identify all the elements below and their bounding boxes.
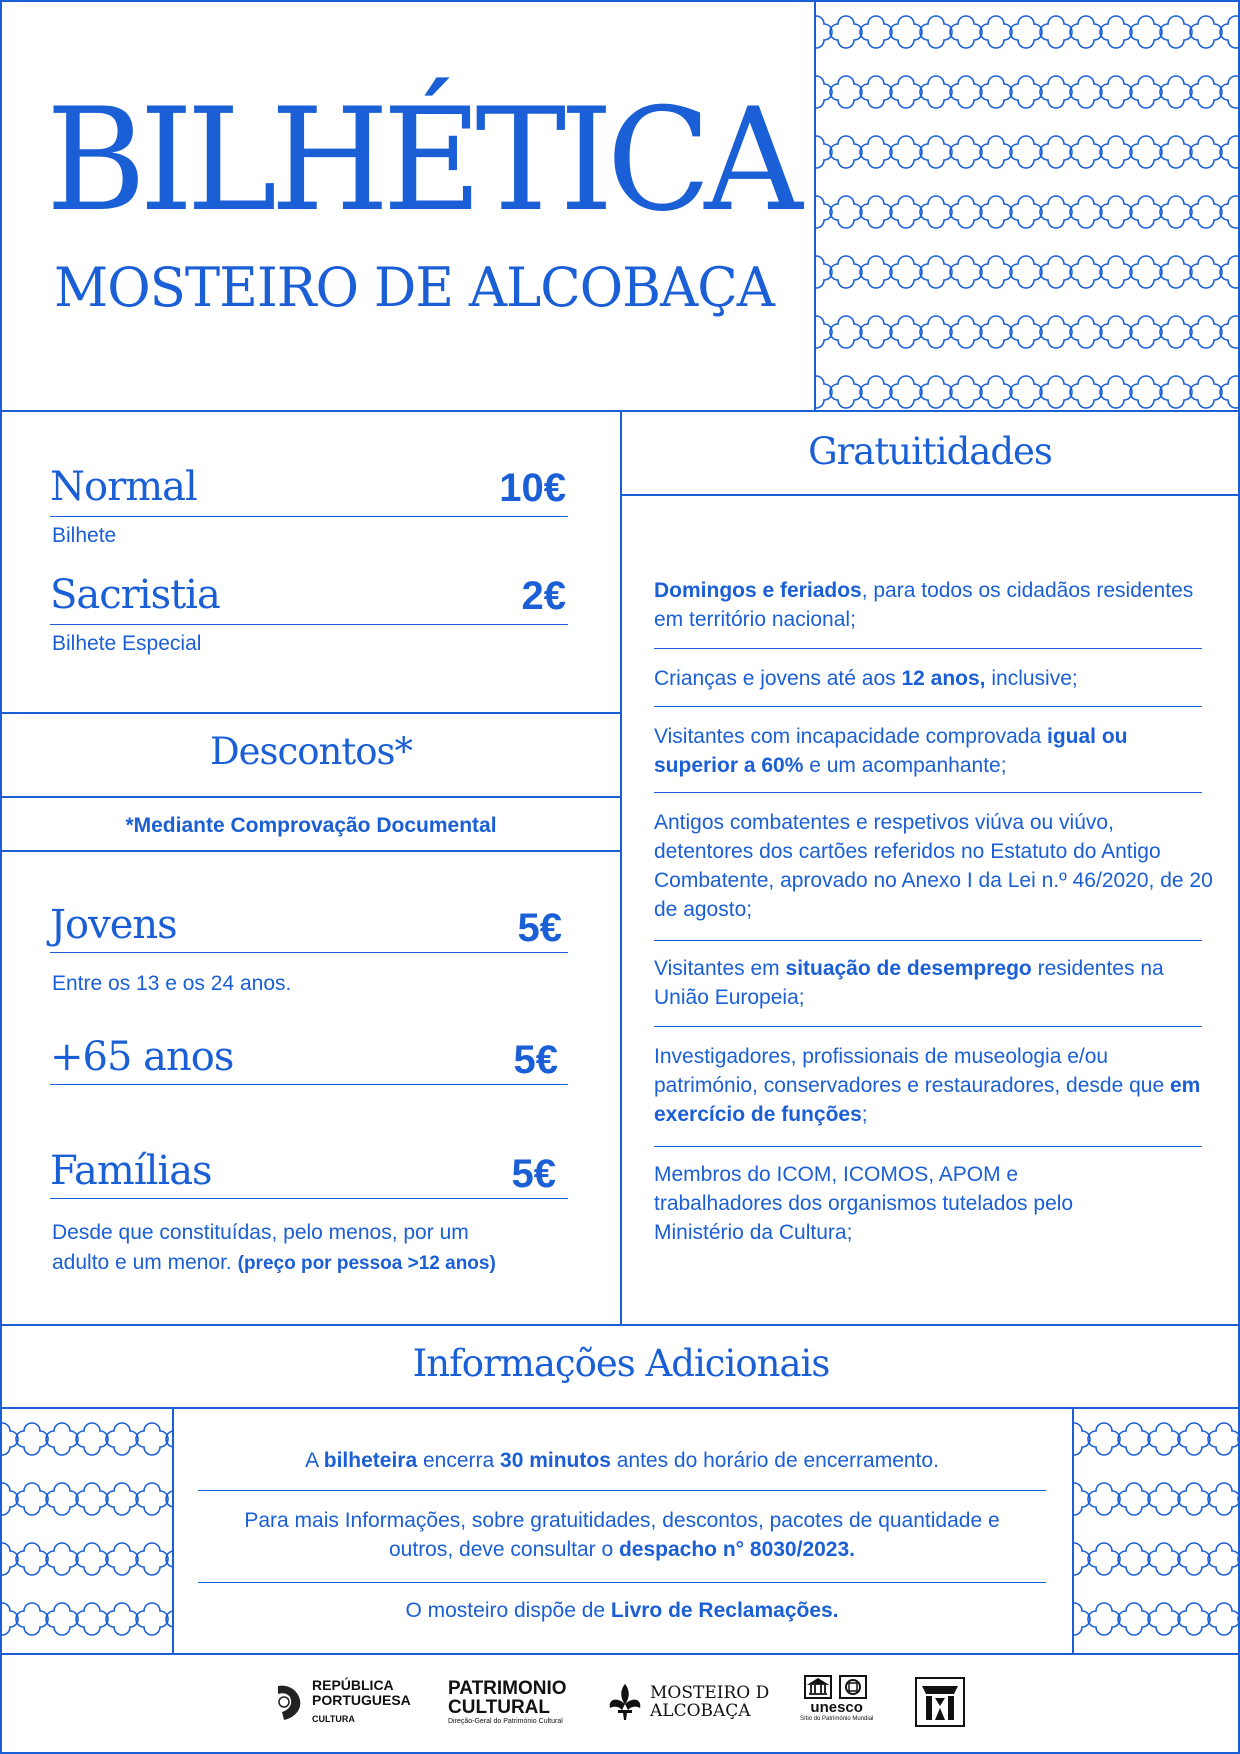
- logo-text: PATRIMONIO: [448, 1677, 567, 1699]
- logo-text: MOSTEIRO D: [650, 1683, 770, 1703]
- logo-text: ALCOBAÇA: [650, 1701, 751, 1721]
- logo-mosteiro-alcobaca: [606, 1674, 769, 1730]
- quatrefoil-pattern-right: [1074, 1409, 1240, 1653]
- discount-desc-note: (preço por pessoa >12 anos): [237, 1253, 496, 1274]
- info-text: antes do horário de encerramento.: [610, 1449, 939, 1472]
- logo-text: REPÚBLICA: [312, 1676, 394, 1693]
- logo-text: Sítio do Património Mundial: [800, 1716, 874, 1722]
- price-desc: Bilhete: [52, 524, 117, 547]
- info-text: encerra: [417, 1449, 501, 1472]
- fleur-de-lis-icon: [606, 1682, 644, 1722]
- info-bold: 30 minutos: [500, 1449, 611, 1472]
- info-text: O mosteiro dispõe de: [405, 1599, 611, 1622]
- gratuity-bold: igual ou superior a 60%: [654, 725, 1128, 777]
- gratuity-bold: Domingos e feriados: [654, 579, 862, 602]
- discount-value: 5€: [513, 1038, 558, 1082]
- price-value: 10€: [499, 466, 566, 510]
- discount-desc-line1: Desde que constituídas, pelo menos, por um: [52, 1221, 469, 1244]
- gratuity-bold: em exercício de funções: [654, 1074, 1201, 1126]
- gratuity-bold: 12 anos,: [901, 667, 986, 690]
- gratuity-item: [654, 954, 1214, 1012]
- logo-text: CULTURA: [312, 1713, 355, 1724]
- logo-monument: [914, 1674, 966, 1730]
- info-line-2: [242, 1506, 1002, 1564]
- logo-unesco: [800, 1674, 873, 1730]
- discount-desc: Entre os 13 e os 24 anos.: [52, 972, 292, 995]
- monument-emblem-icon: [914, 1676, 966, 1728]
- gratuity-item: Antigos combatentes e respetivos viúva ou viúvo, detentores dos cartões referidos no Estatuto do Antigo Combatente, aprovado no Anexo I da Lei n.º 46/2020, de 20 de agosto;: [654, 811, 1213, 921]
- gratuities-title: Gratuitidades: [808, 430, 1052, 473]
- gratuity-text: Crianças e jovens até aos: [654, 667, 902, 690]
- discount-name: Jovens: [50, 902, 177, 948]
- gratuity-item: [654, 576, 1214, 634]
- logo-text: PORTUGUESA: [312, 1691, 411, 1708]
- gratuity-text: , para todos os cidadãos residentes em território nacional;: [654, 579, 1194, 631]
- info-line-3: [212, 1596, 1032, 1625]
- page-title: BILHÉTICA: [46, 78, 796, 243]
- gratuity-text: e um acompanhante;: [803, 754, 1007, 777]
- page-subtitle: MOSTEIRO DE ALCOBAÇA: [54, 256, 775, 319]
- republica-emblem-icon: [272, 1682, 306, 1722]
- discount-value: 5€: [517, 906, 562, 950]
- price-value: 2€: [521, 574, 566, 618]
- logo-republica-portuguesa: [272, 1674, 411, 1730]
- price-desc: Bilhete Especial: [52, 632, 202, 655]
- price-name: Sacristia: [50, 572, 220, 618]
- info-text: A: [305, 1449, 324, 1472]
- gratuity-text: inclusive;: [985, 667, 1078, 690]
- discount-name: +65 anos: [50, 1034, 234, 1080]
- discount-desc-line2: adulto e um menor.: [52, 1251, 232, 1274]
- discounts-note: *Mediante Comprovação Documental: [125, 814, 497, 837]
- info-text: Para mais Informações, sobre gratuitidades, descontos, pacotes de quantidade e outros, deve consultar o: [244, 1509, 1000, 1561]
- info-bold: despacho n° 8030/2023.: [618, 1538, 855, 1561]
- gratuity-item: [654, 664, 1214, 693]
- unesco-temple-icon: [804, 1674, 870, 1700]
- gratuity-text: Visitantes com incapacidade comprovada: [654, 725, 1048, 748]
- info-line-1: [212, 1446, 1032, 1475]
- gratuity-bold: situação de desemprego: [785, 957, 1032, 980]
- discount-name: Famílias: [50, 1148, 212, 1194]
- logo-text: CULTURAL: [448, 1696, 551, 1718]
- info-bold: bilheteira: [323, 1449, 418, 1472]
- gratuity-item: [654, 1042, 1214, 1129]
- gratuity-item: [654, 722, 1214, 780]
- price-name: Normal: [50, 464, 197, 510]
- quatrefoil-pattern-left: [2, 1409, 172, 1653]
- discount-desc: [52, 1218, 612, 1279]
- discounts-title: Descontos*: [209, 730, 412, 773]
- logo-patrimonio-cultural: [448, 1674, 567, 1730]
- discount-value: 5€: [511, 1152, 556, 1196]
- quatrefoil-pattern-top-right: [816, 2, 1240, 410]
- info-title: Informações Adicionais: [412, 1342, 830, 1385]
- logo-text: Direção-Geral do Património Cultural: [448, 1717, 563, 1725]
- logo-text: unesco: [810, 1699, 863, 1716]
- gratuity-text: residentes na União Europeia;: [654, 957, 1164, 1009]
- info-bold: Livro de Reclamações.: [610, 1599, 839, 1622]
- gratuity-text: Investigadores, profissionais de museologia e/ou património, conservadores e restauradores, desde que: [654, 1045, 1170, 1097]
- gratuity-text: ;: [861, 1103, 868, 1126]
- gratuity-item: Membros do ICOM, ICOMOS, APOM e trabalhadores dos organismos tutelados pelo Ministério da Cultura;: [654, 1163, 1074, 1244]
- gratuity-text: Visitantes em: [654, 957, 786, 980]
